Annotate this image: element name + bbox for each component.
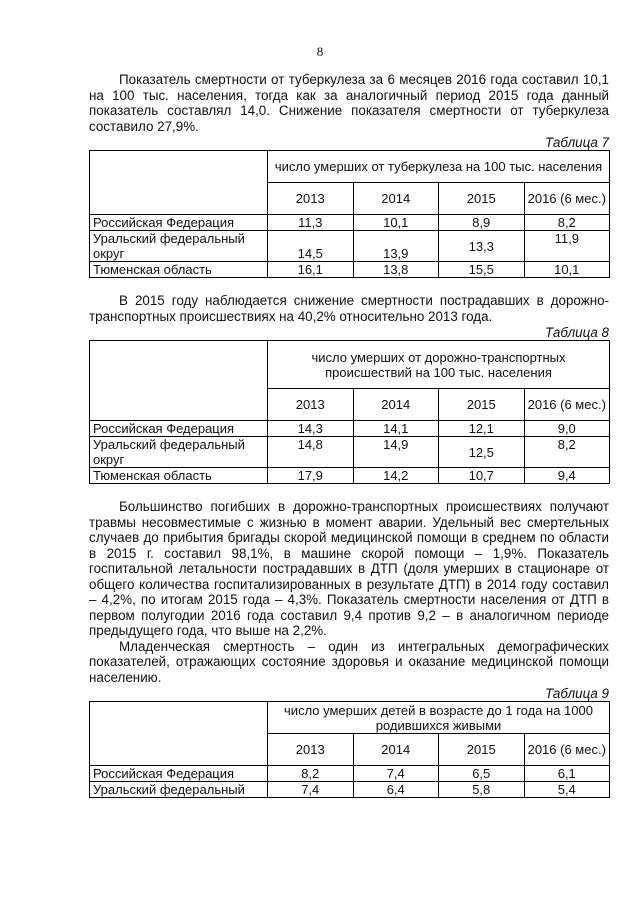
cell-value: 14,3: [268, 421, 354, 437]
table-row: [90, 421, 610, 437]
row-name: Российская Федерация: [90, 421, 268, 437]
paragraph-road-accidents: В 2015 году наблюдается снижение смертности пострадавших в дорожно-транспортных происшествиях на 40,2% относительно 2013 года.: [89, 293, 609, 324]
row-name: Уральский федеральный округ: [90, 231, 268, 262]
table7-year: 2016 (6 мес.): [524, 183, 610, 215]
table-row: [90, 468, 610, 484]
cell-value: 10,1: [353, 215, 439, 231]
cell-value: 6,5: [439, 766, 525, 782]
row-name: Уральский федеральный округ: [90, 437, 268, 468]
row-name: Российская Федерация: [90, 215, 268, 231]
table8-caption: Таблица 8: [545, 325, 609, 340]
cell-value: 9,0: [524, 421, 610, 437]
cell-value: 5,8: [439, 782, 525, 798]
cell-value: 5,4: [524, 782, 610, 798]
cell-value: 16,1: [268, 262, 354, 278]
table9-year: 2015: [439, 734, 525, 766]
page-content: [89, 72, 609, 798]
paragraph-fatalities: Большинство погибших в дорожно-транспортных происшествиях получают травмы несовместимые с жизнью в момент аварии. Удельный вес смертельных случаев до прибытия бригады скорой медицинской помощи в среднем по области в 2015 г. составил 98,1%, в машине скорой помощи – 1,9%. Показатель госпитальной летальности пострадавших в ДТП (доля умерших в стационаре от общего количества госпитализированных в результате ДТП) в 2014 году составил – 4,2%, по итогам 2015 года – 4,3%. Показатель смертности населения от ДТП в первом полугодии 2016 года составил 9,4 против 9,2 – в аналогичном периоде предыдущего года, что выше на 2,2%.: [89, 499, 609, 638]
table9-year: 2014: [353, 734, 439, 766]
cell-value: 10,7: [439, 468, 525, 484]
cell-value: 14,2: [353, 468, 439, 484]
cell-value: 11,9: [524, 231, 610, 262]
table7-year: 2014: [353, 183, 439, 215]
table-row: [90, 262, 610, 278]
cell-value: 12,1: [439, 421, 525, 437]
cell-value: 15,5: [439, 262, 525, 278]
table8-year: 2013: [268, 389, 354, 421]
cell-value: 14,8: [268, 437, 354, 468]
table8: [89, 340, 610, 484]
cell-value: 12,5: [439, 437, 525, 468]
table8-header: число умерших от дорожно-транспортных происшествий на 100 тыс. населения: [268, 341, 610, 389]
row-name: Российская Федерация: [90, 766, 268, 782]
cell-value: 13,3: [439, 231, 525, 262]
table8-year: 2014: [353, 389, 439, 421]
table7: [89, 150, 610, 278]
cell-value: 14,1: [353, 421, 439, 437]
paragraph-tuberculosis: Показатель смертности от туберкулеза за 6 месяцев 2016 года составил 10,1 на 100 тыс. населения, тогда как за аналогичный период 2015 года данный показатель составлял 14,0. Снижение показателя смертности от туберкулеза составило 27,9%.: [89, 72, 609, 134]
table9-header: число умерших детей в возрасте до 1 года на 1000 родившихся живыми: [268, 702, 610, 734]
row-name: Тюменская область: [90, 262, 268, 278]
table7-corner: [90, 151, 268, 215]
table7-year: 2013: [268, 183, 354, 215]
table-row: [90, 766, 610, 782]
row-name: Уральский федеральный: [90, 782, 268, 798]
cell-value: 6,4: [353, 782, 439, 798]
table8-year: 2015: [439, 389, 525, 421]
cell-value: 8,2: [524, 437, 610, 468]
table9-caption: Таблица 9: [545, 686, 609, 701]
table9: [89, 701, 610, 798]
table-row: [90, 782, 610, 798]
cell-value: 8,2: [268, 766, 354, 782]
cell-value: 8,2: [524, 215, 610, 231]
cell-value: 14,5: [268, 231, 354, 262]
cell-value: 13,8: [353, 262, 439, 278]
cell-value: 9,4: [524, 468, 610, 484]
paragraph-infant-mortality: Младенческая смертность – один из интегральных демографических показателей, отражающих состояние здоровья и оказание медицинской помощи населению.: [89, 638, 609, 685]
table8-year: 2016 (6 мес.): [524, 389, 610, 421]
cell-value: 8,9: [439, 215, 525, 231]
table7-year: 2015: [439, 183, 525, 215]
table7-header: число умерших от туберкулеза на 100 тыс. населения: [268, 151, 610, 183]
table-row: [90, 437, 610, 468]
row-name: Тюменская область: [90, 468, 268, 484]
table7-caption: Таблица 7: [545, 135, 609, 150]
table9-year: 2013: [268, 734, 354, 766]
cell-value: 7,4: [268, 782, 354, 798]
table-row: [90, 231, 610, 262]
page-number: 8: [316, 44, 324, 59]
table9-year: 2016 (6 мес.): [524, 734, 610, 766]
cell-value: 11,3: [268, 215, 354, 231]
cell-value: 13,9: [353, 231, 439, 262]
table9-corner: [90, 702, 268, 766]
table-row: [90, 215, 610, 231]
cell-value: 6,1: [524, 766, 610, 782]
cell-value: 17,9: [268, 468, 354, 484]
cell-value: 7,4: [353, 766, 439, 782]
cell-value: 14,9: [353, 437, 439, 468]
table8-corner: [90, 341, 268, 421]
cell-value: 10,1: [524, 262, 610, 278]
